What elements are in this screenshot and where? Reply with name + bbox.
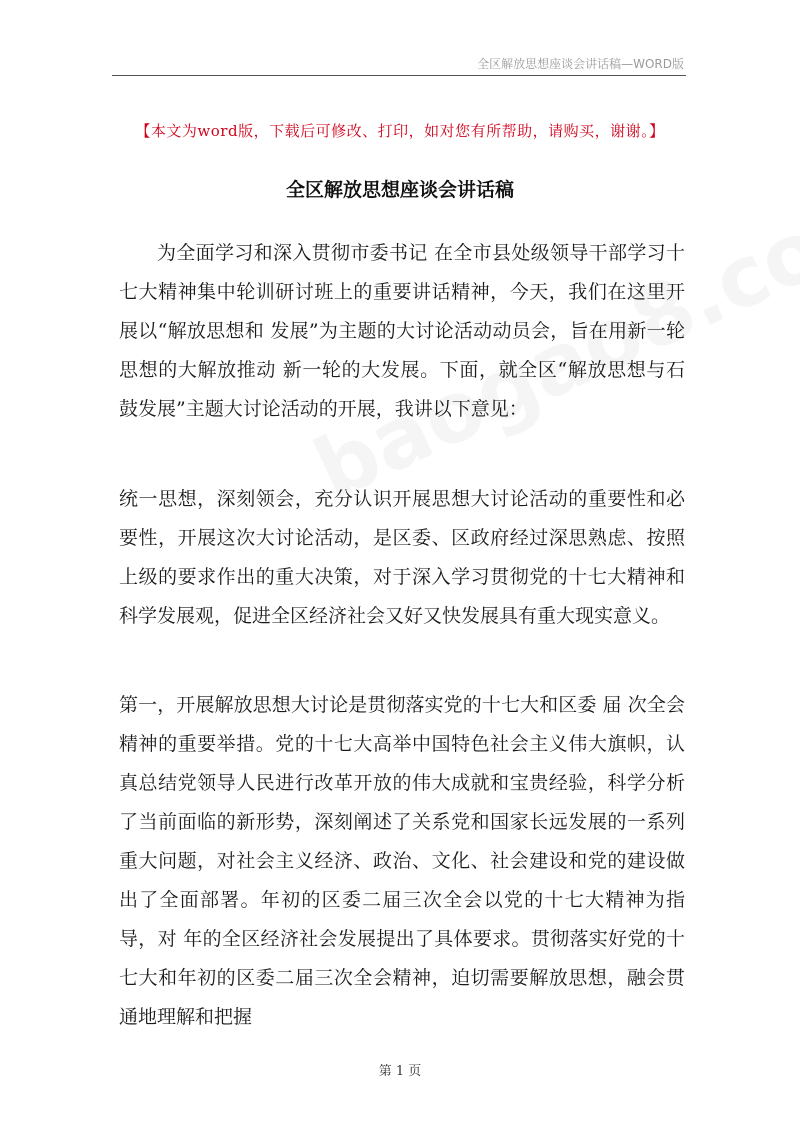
running-header: 全区解放思想座谈会讲话稿—WORD版 [477,57,684,71]
document-title: 全区解放思想座谈会讲话稿 [285,179,514,201]
paragraph-unify-thinking: 统一思想，深刻领会，充分认识开展思想大讨论活动的重要性和必要性，开展这次大讨论活动，是区委、区政府经过深思熟虑、按照上级的要求作出的重大决策，对于深入学习贯彻党的十七大精神和科学发展观，促进全区经济社会又好又快发展具有重大现实意义。 [119,488,685,627]
purchase-notice: 【本文为word版，下载后可修改、打印，如对您有所帮助，请购买，谢谢。】 [135,122,665,140]
paragraph-point-one: 第一，开展解放思想大讨论是贯彻落实党的十七大和区委 届 次全会精神的重要举措。党的十七大高举中国特色社会主义伟大旗帜，认真总结党领导人民进行改革开放的伟大成就和宝贵经验，科学分析了当前面临的新形势，深刻阐述了关系党和国家长远发展的一系列重大问题，对社会主义经济、政治、文化、社会建设和党的建设做出了全面部署。年初的区委二届三次全会以党的十七大精神为指导，对 年的全区经济社会发展提出了具体要求。贯彻落实好党的十七大和年初的区委二届三次全会精神，迫切需要解放思想，融会贯通地理解和把握 [119,694,685,1028]
paragraph-intro: 为全面学习和深入贯彻市委书记 在全市县处级领导干部学习十七大精神集中轮训研讨班上的重要讲话精神，今天，我们在这里开展以“解放思想和 发展”为主题的大讨论活动动员会，旨在用新一轮思想的大解放推动 新一轮的大发展。下面，就全区“解放思想与石鼓发展”主题大讨论活动的开展，我讲以下意见： [119,242,685,420]
page-number: 第 1 页 [378,1064,422,1079]
header-divider [112,75,686,76]
